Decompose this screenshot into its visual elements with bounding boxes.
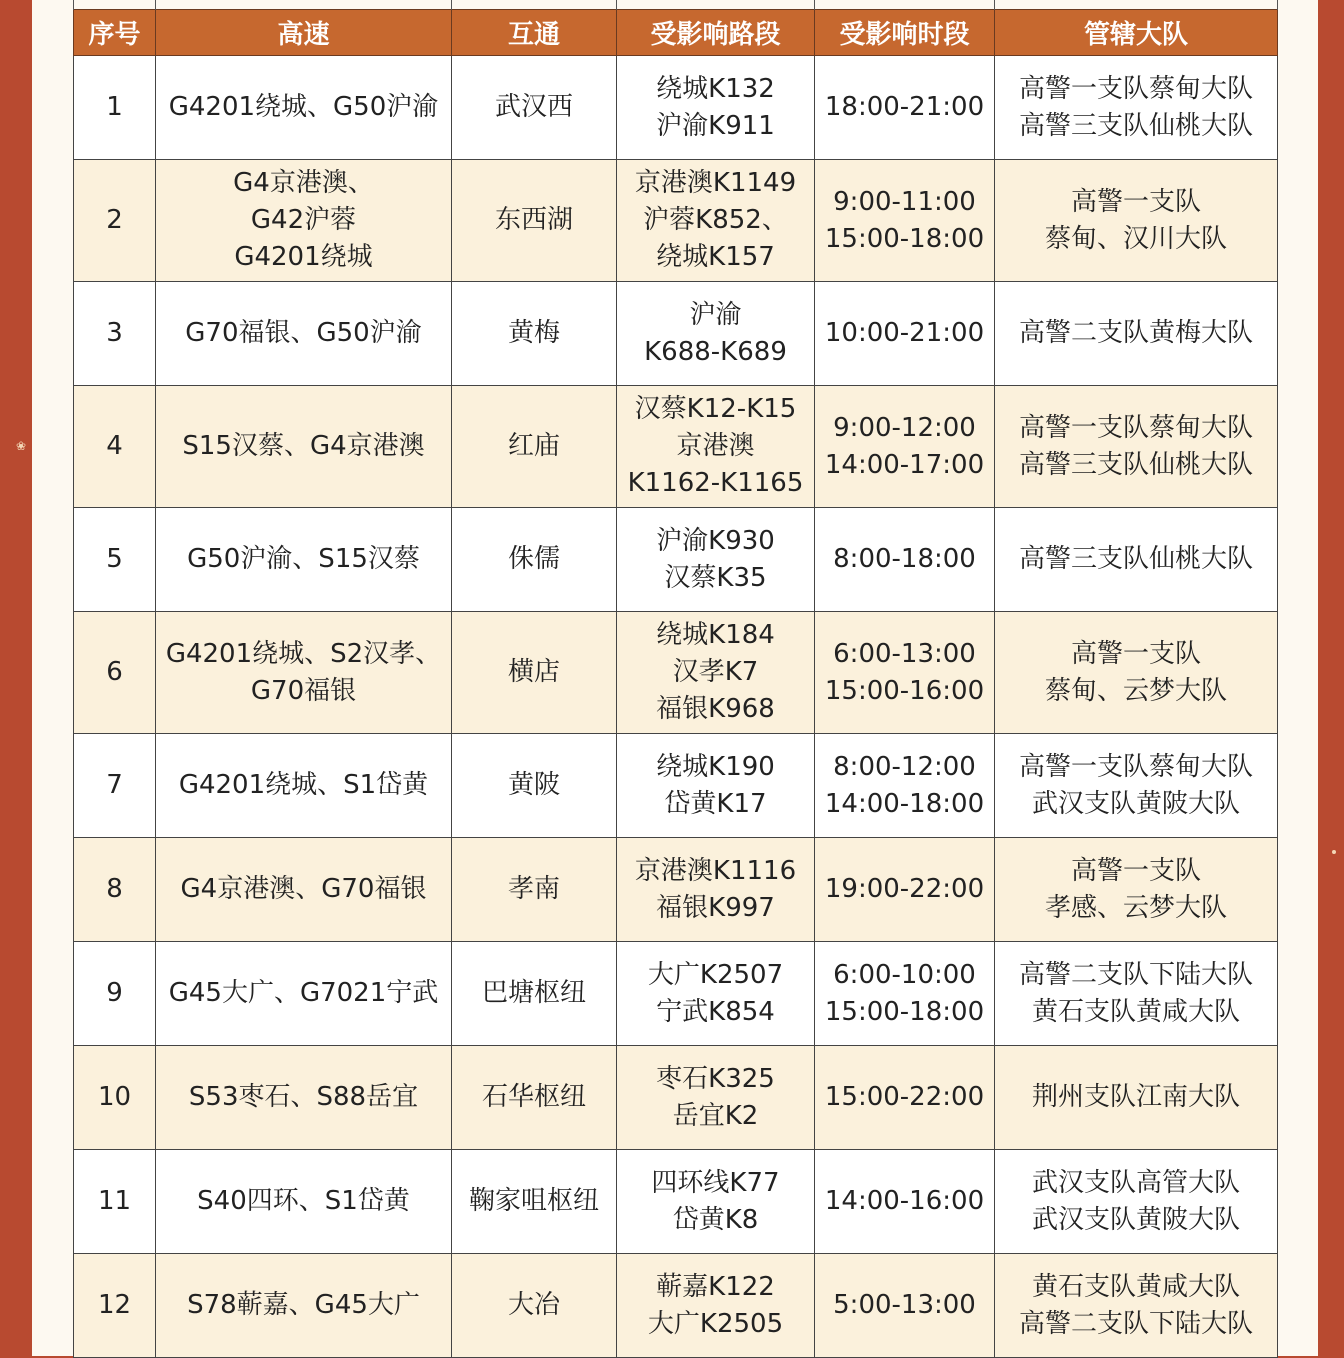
cell-section-line: 京港澳K1116	[634, 855, 797, 886]
cell-no: 1	[74, 56, 156, 160]
cell-brigade-line: 荆州支队江南大队	[1031, 1082, 1240, 1112]
cell-brigade-line: 高警一支队蔡甸大队	[1018, 412, 1253, 443]
table-row	[74, 838, 1278, 942]
cell-brigade	[995, 508, 1278, 612]
cell-interchange: 武汉西	[452, 56, 617, 160]
cell-time-line: 15:00-22:00	[824, 1082, 985, 1112]
cell-time-line: 6:00-13:00	[833, 638, 976, 669]
cell-interchange: 石华枢纽	[452, 1046, 617, 1150]
cell-brigade	[995, 942, 1278, 1046]
cell-brigade-line: 高警三支队仙桃大队	[1018, 449, 1253, 480]
header-road: 高速	[156, 10, 452, 56]
cell-no: 6	[74, 612, 156, 734]
cell-road-line: G4201绕城	[234, 242, 373, 272]
cell-brigade-line: 高警二支队黄梅大队	[1018, 318, 1253, 348]
cell-brigade	[995, 1046, 1278, 1150]
cell-brigade	[995, 386, 1278, 508]
cell-time-line: 5:00-13:00	[833, 1290, 976, 1320]
table-row	[74, 942, 1278, 1046]
cell-section-line: 蕲嘉K122	[656, 1271, 775, 1302]
cell-interchange: 巴塘枢纽	[452, 942, 617, 1046]
cell-section-line: 大广K2507	[647, 959, 784, 990]
cell-no: 2	[74, 160, 156, 282]
cell-road-line: G4201绕城、G50沪渝	[168, 92, 439, 122]
cell-brigade-line: 高警一支队蔡甸大队	[1018, 73, 1253, 104]
cell-road-line: G70福银	[250, 675, 357, 706]
cell-time-line: 6:00-10:00	[833, 959, 976, 990]
cell-brigade	[995, 734, 1278, 838]
cell-brigade	[995, 838, 1278, 942]
cell-time-line: 10:00-21:00	[824, 318, 985, 348]
cell-brigade	[995, 1150, 1278, 1254]
cell-brigade-line: 孝感、云梦大队	[1044, 892, 1227, 923]
cell-time-line: 14:00-17:00	[824, 449, 985, 480]
cell-road-line: G70福银、G50沪渝	[185, 318, 422, 348]
cell-interchange: 侏儒	[452, 508, 617, 612]
cell-section	[617, 1150, 815, 1254]
cell-section-line: 枣石K325	[656, 1063, 775, 1094]
cell-section-line: 沪渝	[689, 299, 742, 330]
cell-section-line: 绕城K132	[656, 73, 775, 104]
table-row	[74, 612, 1278, 734]
cell-brigade-line: 蔡甸、汉川大队	[1044, 223, 1227, 254]
table-row	[74, 386, 1278, 508]
cell-no: 4	[74, 386, 156, 508]
cell-road-line: S15汉蔡、G4京港澳	[182, 431, 425, 461]
cell-brigade-line: 高警一支队	[1070, 186, 1201, 217]
cell-time	[815, 942, 995, 1046]
cell-time	[815, 612, 995, 734]
cell-road	[156, 612, 452, 734]
cell-no: 9	[74, 942, 156, 1046]
cell-time	[815, 838, 995, 942]
cell-section	[617, 612, 815, 734]
cell-road	[156, 1254, 452, 1358]
cell-time-line: 8:00-18:00	[833, 544, 976, 574]
cell-time-line: 15:00-16:00	[824, 675, 985, 706]
cell-interchange: 孝南	[452, 838, 617, 942]
cell-section-line: 绕城K190	[656, 751, 775, 782]
cell-section	[617, 1046, 815, 1150]
cell-interchange: 大冶	[452, 1254, 617, 1358]
table-header-row	[74, 10, 1278, 56]
cell-brigade-line: 高警三支队仙桃大队	[1018, 110, 1253, 141]
cell-section-line: 沪蓉K852、	[643, 205, 788, 235]
cell-road	[156, 160, 452, 282]
header-section: 受影响路段	[617, 10, 815, 56]
table-row	[74, 508, 1278, 612]
cell-brigade	[995, 282, 1278, 386]
cell-road	[156, 282, 452, 386]
cell-road-line: G50沪渝、S15汉蔡	[187, 544, 420, 574]
cell-road-line: G42沪蓉	[250, 205, 357, 235]
cell-brigade	[995, 612, 1278, 734]
cell-section-line: 福银K997	[656, 892, 775, 923]
cell-time	[815, 56, 995, 160]
cell-section-line: 绕城K157	[656, 242, 775, 272]
cell-road-line: G4京港澳、G70福银	[180, 874, 427, 904]
cell-road-line: S53枣石、S88岳宜	[188, 1082, 419, 1112]
cell-time	[815, 1046, 995, 1150]
cell-section-line: 福银K968	[656, 694, 775, 724]
table-row	[74, 734, 1278, 838]
cell-time-line: 15:00-18:00	[824, 996, 985, 1027]
cell-road	[156, 838, 452, 942]
table-body	[74, 56, 1278, 1358]
cell-section	[617, 942, 815, 1046]
cell-interchange: 东西湖	[452, 160, 617, 282]
cell-brigade-line: 高警二支队下陆大队	[1018, 959, 1253, 990]
cell-road-line: S40四环、S1岱黄	[197, 1186, 410, 1216]
cell-time	[815, 386, 995, 508]
cell-section	[617, 282, 815, 386]
cell-time-line: 9:00-12:00	[833, 412, 976, 443]
cell-brigade-line: 黄石支队黄咸大队	[1031, 996, 1240, 1027]
cell-brigade-line: 武汉支队高管大队	[1031, 1167, 1240, 1198]
cell-time-line: 14:00-18:00	[824, 788, 985, 819]
cell-section-line: 四环线K77	[651, 1167, 780, 1198]
cell-road	[156, 508, 452, 612]
cell-brigade	[995, 1254, 1278, 1358]
cell-section	[617, 734, 815, 838]
cell-road	[156, 734, 452, 838]
cell-brigade-line: 高警三支队仙桃大队	[1018, 544, 1253, 574]
cell-section-line: 宁武K854	[656, 996, 775, 1027]
cell-road-line: G4201绕城、S1岱黄	[178, 770, 429, 800]
table-row	[74, 1046, 1278, 1150]
cell-section	[617, 838, 815, 942]
cell-no: 11	[74, 1150, 156, 1254]
cell-time-line: 14:00-16:00	[824, 1186, 985, 1216]
cell-road-line: G4201绕城、S2汉孝、	[165, 638, 442, 669]
header-time: 受影响时段	[815, 10, 995, 56]
cell-time-line: 8:00-12:00	[833, 751, 976, 782]
cell-time	[815, 734, 995, 838]
cell-time	[815, 1150, 995, 1254]
cell-section	[617, 1254, 815, 1358]
cell-road-line: G45大广、G7021宁武	[168, 978, 439, 1008]
cell-time	[815, 160, 995, 282]
table-row	[74, 160, 1278, 282]
cell-road	[156, 1150, 452, 1254]
cell-brigade-line: 黄石支队黄咸大队	[1031, 1271, 1240, 1302]
cell-brigade	[995, 56, 1278, 160]
cell-section	[617, 56, 815, 160]
cell-interchange: 横店	[452, 612, 617, 734]
cell-time	[815, 508, 995, 612]
cell-section-line: K1162-K1165	[627, 468, 804, 498]
cell-no: 10	[74, 1046, 156, 1150]
header-interchange: 互通	[452, 10, 617, 56]
cell-brigade	[995, 160, 1278, 282]
cell-brigade-line: 蔡甸、云梦大队	[1044, 675, 1227, 706]
cell-section-line: 沪渝K911	[656, 110, 775, 141]
cell-no: 7	[74, 734, 156, 838]
cell-road-line: G4京港澳、	[233, 168, 374, 198]
cell-road	[156, 56, 452, 160]
cell-no: 8	[74, 838, 156, 942]
cell-section	[617, 386, 815, 508]
cell-section-line: 岳宜K2	[672, 1100, 759, 1131]
cell-interchange: 鞠家咀枢纽	[452, 1150, 617, 1254]
cell-road-line: S78蕲嘉、G45大广	[187, 1290, 420, 1320]
header-brigade: 管辖大队	[995, 10, 1278, 56]
table-top-edge	[74, 0, 1278, 10]
cell-section-line: 京港澳	[676, 431, 755, 461]
cell-time	[815, 282, 995, 386]
cell-brigade-line: 高警一支队	[1070, 638, 1201, 669]
cell-brigade-line: 武汉支队黄陂大队	[1031, 788, 1240, 819]
cell-section-line: 岱黄K8	[672, 1204, 759, 1235]
table-row	[74, 56, 1278, 160]
cell-no: 12	[74, 1254, 156, 1358]
cell-section-line: 绕城K184	[656, 620, 775, 650]
cell-road	[156, 942, 452, 1046]
cell-section	[617, 508, 815, 612]
cell-brigade-line: 高警一支队蔡甸大队	[1018, 751, 1253, 782]
cell-no: 5	[74, 508, 156, 612]
cell-section-line: 大广K2505	[647, 1308, 784, 1339]
cell-section-line: 岱黄K17	[664, 788, 767, 819]
header-no: 序号	[74, 10, 156, 56]
cell-brigade-line: 高警二支队下陆大队	[1018, 1308, 1253, 1339]
cell-section	[617, 160, 815, 282]
cell-section-line: 汉蔡K12-K15	[634, 394, 797, 424]
cell-road	[156, 1046, 452, 1150]
table-row	[74, 1254, 1278, 1358]
cell-section-line: 汉孝K7	[672, 657, 759, 687]
cell-interchange: 红庙	[452, 386, 617, 508]
cell-time-line: 9:00-11:00	[833, 186, 976, 217]
traffic-control-table-container	[73, 0, 1277, 1358]
traffic-control-table	[73, 0, 1278, 1358]
cell-time-line: 15:00-18:00	[824, 223, 985, 254]
cell-section-line: K688-K689	[644, 336, 787, 367]
table-row	[74, 1150, 1278, 1254]
cell-interchange: 黄梅	[452, 282, 617, 386]
cell-interchange: 黄陂	[452, 734, 617, 838]
cell-road	[156, 386, 452, 508]
cell-section-line: 汉蔡K35	[664, 562, 767, 593]
decorative-ornament-icon: ❀	[16, 439, 27, 453]
cell-time-line: 18:00-21:00	[824, 92, 985, 122]
cell-time	[815, 1254, 995, 1358]
cell-brigade-line: 高警一支队	[1070, 855, 1201, 886]
table-row	[74, 282, 1278, 386]
decorative-dot	[1332, 850, 1336, 854]
cell-section-line: 京港澳K1149	[634, 168, 797, 198]
cell-brigade-line: 武汉支队黄陂大队	[1031, 1204, 1240, 1235]
cell-section-line: 沪渝K930	[656, 525, 775, 556]
cell-time-line: 19:00-22:00	[824, 874, 985, 904]
cell-no: 3	[74, 282, 156, 386]
